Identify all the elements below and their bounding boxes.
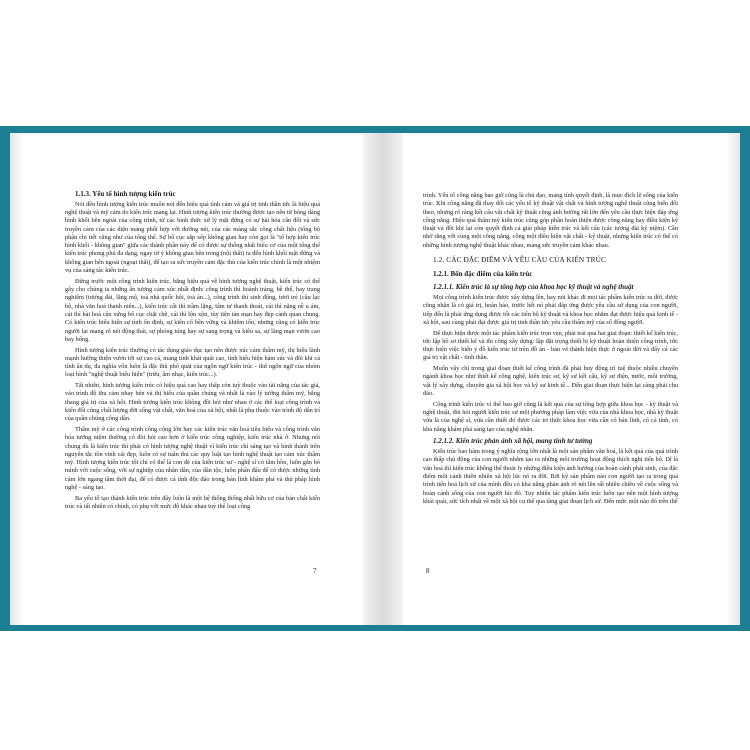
page-number: 8 <box>426 567 430 575</box>
left-page <box>65 190 320 514</box>
paragraph: Tất nhiên, hình tượng kiến trúc có hiệu quả cao hay thấp còn tuỳ thuộc vào tài năng của tác giả, vào trình độ thu cảm nhay bén và thị hiếu của quần chúng và nhất là vào lý tưởng thẩm mỹ, bằng thang giá trị của xã hội. Hình tượng kiến trúc không đồi hỏi như nhau ở các thể loại công trình và kiến đối cũng chất lượng đời sống vật chất, văn hoá của xã hội, nhất là phụ thuộc vào trình độ dân trí của quần chúng công dân. <box>65 382 320 423</box>
paragraph: Nói đến hình tượng kiến trúc muốn nói đến hiệu quả tình cảm và giá trị tinh thần tức là hiệu quả nghệ thuật và mỹ cảm do kiến trúc mang lại. Hình tượng kiến trúc thường được tạo nên từ bóng dáng hình khối bên ngoài của công trình, từ các hình thức xử lý mặt đứng có sự hài hòa cân đối và sức truyền cảm của các diện mảng phối hợp với đường nét, của các mảng sắc công chất liệu (tổng bộ phận chi tiết cũng như của tổng thể. Sự bố cục sắp xếp không gian hay còn gọi là "tổ hợp kiến trúc hình khối - không gian" giữa các thành phần này để có được sự thống nhất biểu cơ của một tổng thể kiến trúc phong phú đa dạng, ngay từ ý không gian bên trong (nội thất) ra đến hình khối mặt đứng và không gian bên ngoài (ngoại thất), để tạo ra sức truyền cảm đặc thù của kiến trúc chính là một nhiệm vụ của sáng tác kiến trúc. <box>65 200 320 275</box>
paragraph: Ba yếu tố tạo thành kiến trúc trên đây luôn là một hệ thống thống nhất hữu cơ của bản chất kiến trúc và tất nhiên có chính, có phụ với mức độ khác nhau tuỳ thể loại công <box>65 494 320 511</box>
subsubsection-heading: 1.2.1.2. Kiến trúc phản ánh xã hội, mang tính tư tưởng <box>433 436 593 445</box>
gutter-left <box>363 133 383 625</box>
paragraph: Kiến trúc bao hàm trong ý nghĩa rộng lớn nhất là một sản phẩm văn hoá, là kết quả của quá trình cao thấp chủ động của con người nhằm tạo ra những môi trường hoạt động thích nghi tiến bộ. Dĩ là văn hoá thì kiến trúc không thể thoát ly những điều kiện ảnh hưởng của hoàn cảnh phát sinh, của đặc điểm môi cảnh thiên nhiên xã hội lúc nó ra đời. Bởi kỹ sản phẩm nào con người tạo ra trong quá trình tiến hoá lịch sử của mình đều có khả năng phản ánh rõ nét lên rất nhiều chiều về cuộc sống và hoàn cảnh sống của con người lúc đó. Tuy nhiên tác phẩm kiến trúc luôn tạo nên một hình tượng khái quát, sức tích nhất về một xã hội cụ thể qua tầng giai đoạn lịch sử. Đến mức một nào đó trên thế <box>423 448 678 505</box>
paragraph: Để thực hiện được một tác phẩm kiến trúc trọn vẹn, phải trải qua hai giai đoạn: thiết kế kiến trúc, tức lập hồ sơ thiết kế và thi công xây dựng: lập đặt trọng thiết bị kỹ thuật hoàn thiện công trình, tức thực hiện việc biến ý đồ kiến trúc từ trên đồ án - bản vẽ thành hiện thực ở ngoài đời và đấy cả các giá trị vật chất - tinh thần. <box>423 329 678 362</box>
page-edge-right <box>726 133 740 625</box>
page-edge-left <box>10 133 24 625</box>
subsubsection-heading: 1.2.1.1. Kiến trúc là sự tổng hợp của khoa học kỹ thuật và nghệ thuật <box>433 282 634 291</box>
paragraph: Mọi công trình kiến trúc được xây dựng lên, hay nói khác đi mọi tác phẩm kiến trúc ra đời, được công nhận là có giá trị, hoàn hảo, trước hết nó phải đáp ứng được yêu cầu sử dụng của con người, tiếp đến là phải ứng dụng được tốt các tiến bộ kỹ thuật và khoa học nhằm đạt được hiệu quả kinh tế - xã hội, sau cùng phải đạt được giá trị tinh thần tức yêu cầu thẩm mỹ của số đông người. <box>423 293 678 326</box>
page-number: 7 <box>313 567 317 575</box>
gutter-right <box>383 133 403 625</box>
section-heading: 1.1.3. Yếu tố hình tượng kiến trúc <box>75 190 176 198</box>
paragraph: Hình tượng kiến trúc thường có tác dụng giáo dục tạo nên được xúc cảm thẩm mỹ, thị hiếu lành mạnh hướng thiện vươn tới sự cao cả, mang tính khái quát cao, tính hiểu hiện hàm súc và đôi khi cả tính ẩn dụ, đa nghĩa vốn luôn là đặc thù phổ quát của ngôn ngữ kiến trúc - thứ ngôn ngữ của nhóm loại hình "nghệ thuật biểu hiện" (trừu, âm nhạc, kiến trúc...). <box>65 346 320 379</box>
paragraph: Thẩm mỹ ở các công trình công cộng lớn hay các kiến trúc văn hoá tiêu biểu và công trình văn hóa tưởng niệm thường có đòi hỏi cao hơn ở kiến trúc công nghiệp, kiến trúc nhà ở. Nhưng nói chung dù là kiến trúc thì phải có hình tượng nghệ thuật vì kiến trúc chỉ sáng tạo và hình thành trên nguyên tắc tồn vinh cái đẹp, luôn có sự tuân thủ các quy luật tạo hình nghệ thuật tạo cảm xúc thẩm mỹ. Hình tượng kiến trúc tốt chỉ có thể là con đẻ của kiến trúc sư - nghệ sĩ có tâm hồn, luôn gắn bó mình với cuộc sống, với sự nghiệp của nhân dân, của dân tộc, luôn phấn đấu để có được những tình cảm lớn ngang tầm thời đại, để có được cả tính độc đáo trong bản lĩnh khám phá và thủ pháp hình nghệ - sáng tạo. <box>65 425 320 492</box>
paragraph: trình. Yếu tố công năng bao giờ cũng là chủ đạo, mang tính quyết định, là mục đích lẽ sống của kiến trúc. Khi công năng đã thay đổi các yếu tố kỹ thuật vật chất và hình tượng nghệ thuật cũng biến đổi theo, nhưng rõ ràng kết cấu vật chất kỹ thuật cũng ảnh hưởng rất lớn đến yêu cầu thực hiện đáp ứng công năng. Hiệu quả thẩm mỹ kiến trúc cũng góp phần hoàn thiện được công năng hay điều kiện kỹ thuật và đôi khi lại còn quyết định cả giải pháp kiến trúc và kết cấu (các tượng đài ký niệm). Cần nhớ rằng với cùng một công năng, công một điều kiện vật chất - kỹ thuật, nhưng kiến trúc có thể có những hình tượng nghệ thuật khác nhau, mang sức truyền cảm khác nhau. <box>423 192 678 249</box>
paragraph: Muốn vậy chỉ trong giai đoạn thiết kế công trình đã phải huy động trí tuệ thuộc nhiều chuyên ngành khoa học như thiết kế công nghệ, kiến trúc sư, kỹ sư kết cấu, kỹ sư điện, nước, môi trường, vật lý xây dựng, chuyên gia xã hội học và kỹ sư kinh tế... Đến giai đoạn thực hiện lại càng phải chu đáo. <box>423 365 678 398</box>
chapter-section-heading: 1.2. CÁC ĐẶC ĐIỂM VÀ YÊU CẦU CỦA KIẾN TRÚC <box>433 255 606 265</box>
subsection-heading: 1.2.1. Bốn đặc điểm của kiến trúc <box>433 270 533 279</box>
paragraph: Công trình kiến trúc vì thế bao giờ cũng là kết quả của sự tổng hợp giữa khoa học - kỹ thuật và nghệ thuật, đòi hỏi người kiến trúc sư một phương pháp làm việc vừa của nhà khoa học, nhà kỹ thuật vừa là của nghệ sĩ, vừa cần thiết đó được các tri thức khoa học vừa cần có bản lĩnh, có cá tính, có khả năng khám phá sáng tạo của nghệ nhân. <box>423 400 678 433</box>
right-page <box>423 192 678 509</box>
paragraph: Đừng trước một công trình kiến trúc, bằng hiệu quả về hình tượng nghệ thuật, kiến trúc có thể gây cho chúng ta những ấn tượng cảm xúc nhất định: công trình thì hoành tráng, bề thế, hay trang nghiêm (tượng đài, lăng mộ, toà nhà quốc hội, toà án...), công trình thì sinh động, tươi trẻ (câu lạc bộ, nhà văn hoá thanh niên...), kiến trúc cất thì trầm lặng, tâm tư thanh thoát, cái thì nặng nề u ám, cái thì hài hoà cân xứng bố cục chặt chẽ, cái thì lộn xộn, tùy tiện tản mạn hay đẹp cảnh quan chung. Có kiến trúc biểu hiện sự tình ổn định, sự kiên cố bền vững và khiêm tốn, nhưng cũng có kiến trúc người lại mang rõ nét động thái, sự phóng túng hay sự sang trọng và kiêu sa, sự lãng mạn vươn cao bay bổng. <box>65 277 320 343</box>
